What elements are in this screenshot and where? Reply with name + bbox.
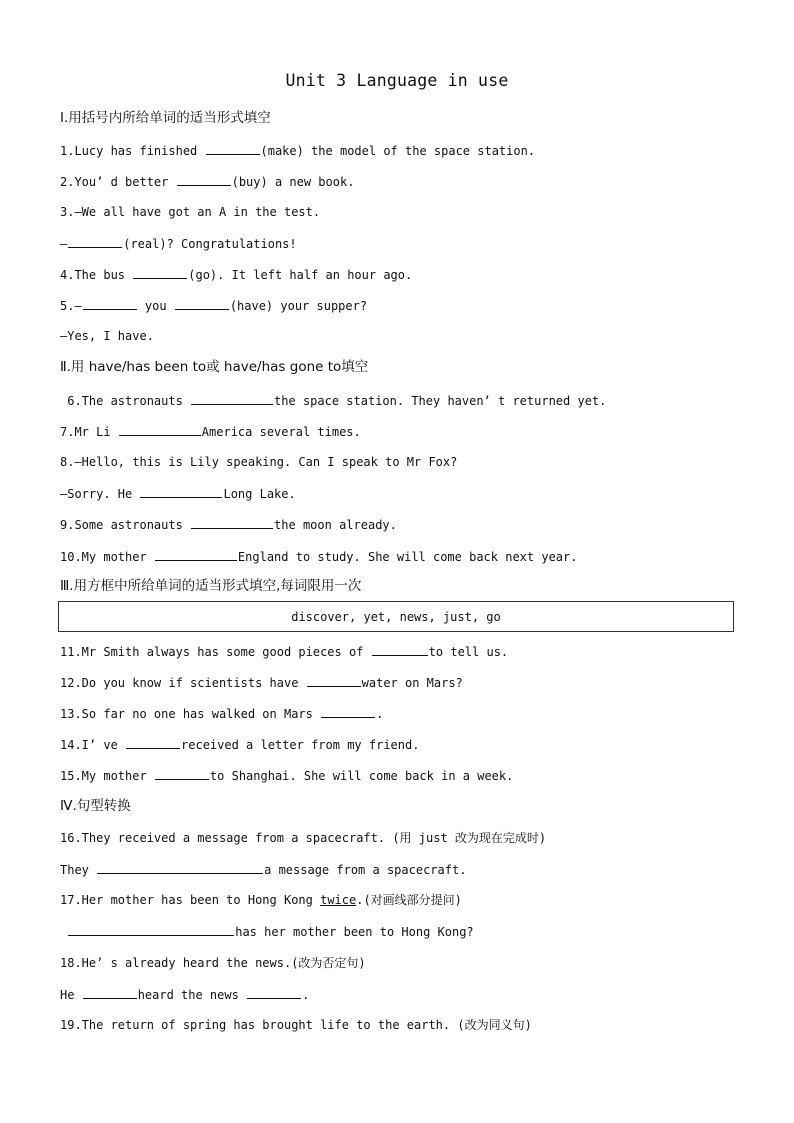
section-3-heading: Ⅲ.用方框中所给单词的适当形式填空,每词限用一次	[60, 578, 362, 594]
question-18-answer: He heard the news .	[60, 988, 310, 1002]
answer-blank[interactable]	[133, 266, 187, 279]
answer-blank[interactable]	[177, 173, 231, 186]
answer-blank[interactable]	[126, 736, 180, 749]
question-3: 3.—We all have got an A in the test.	[60, 205, 321, 219]
answer-blank[interactable]	[119, 423, 201, 436]
question-7: 7.Mr Li America several times.	[60, 425, 361, 439]
answer-blank[interactable]	[97, 861, 263, 874]
question-12: 12.Do you know if scientists have water on Mars?	[60, 676, 463, 690]
question-5: 5.— you (have) your supper?	[60, 299, 368, 313]
question-18: 18.He’ s already heard the news.(改为否定句)	[60, 956, 366, 970]
word-box-text: discover, yet, news, just, go	[291, 609, 501, 624]
question-10: 10.My mother England to study. She will come back next year.	[60, 550, 578, 564]
question-15: 15.My mother to Shanghai. She will come back in a week.	[60, 769, 514, 783]
page-title: Unit 3 Language in use	[285, 71, 509, 90]
question-17-answer: has her mother been to Hong Kong?	[60, 923, 474, 939]
question-19: 19.The return of spring has brought life to the earth. (改为同义句)	[60, 1018, 532, 1032]
answer-blank[interactable]	[175, 297, 229, 310]
question-16-answer: They a message from a spacecraft.	[60, 863, 467, 877]
answer-blank[interactable]	[307, 674, 361, 687]
answer-blank[interactable]	[83, 297, 137, 310]
question-17: 17.Her mother has been to Hong Kong twice.(对画线部分提问)	[60, 893, 462, 907]
question-8: 8.—Hello, this is Lily speaking. Can I speak to Mr Fox?	[60, 455, 458, 469]
answer-blank[interactable]	[68, 923, 234, 936]
question-8-response: —Sorry. He Long Lake.	[60, 487, 296, 501]
question-1: 1.Lucy has finished (make) the model of the space station.	[60, 144, 536, 158]
answer-blank[interactable]	[321, 705, 375, 718]
question-4: 4.The bus (go). It left half an hour ago.	[60, 268, 413, 282]
answer-blank[interactable]	[206, 142, 260, 155]
question-13: 13.So far no one has walked on Mars .	[60, 707, 384, 721]
word-box	[58, 601, 734, 632]
answer-blank[interactable]	[83, 986, 137, 999]
question-16: 16.They received a message from a spacecraft. (用 just 改为现在完成时)	[60, 831, 547, 845]
question-5-response: —Yes, I have.	[60, 329, 154, 343]
answer-blank[interactable]	[247, 986, 301, 999]
section-2-heading: Ⅱ.用 have/has been to或 have/has gone to填空	[60, 359, 369, 375]
question-11: 11.Mr Smith always has some good pieces of to tell us.	[60, 645, 509, 659]
answer-blank[interactable]	[140, 485, 222, 498]
question-2: 2.You’ d better (buy) a new book.	[60, 175, 355, 189]
underlined-word: twice	[320, 893, 357, 907]
answer-blank[interactable]	[372, 643, 428, 656]
answer-blank[interactable]	[155, 548, 237, 561]
answer-blank[interactable]	[68, 235, 122, 248]
section-1-heading: Ⅰ.用括号内所给单词的适当形式填空	[60, 110, 271, 126]
answer-blank[interactable]	[155, 767, 209, 780]
answer-blank[interactable]	[191, 516, 273, 529]
question-14: 14.I’ ve received a letter from my friend.	[60, 738, 420, 752]
section-4-heading: Ⅳ.句型转换	[60, 798, 131, 814]
question-6: 6.The astronauts the space station. They haven’ t returned yet.	[60, 394, 607, 408]
answer-blank[interactable]	[191, 392, 273, 405]
question-3-response: — (real)? Congratulations!	[60, 237, 297, 251]
question-9: 9.Some astronauts the moon already.	[60, 518, 397, 532]
